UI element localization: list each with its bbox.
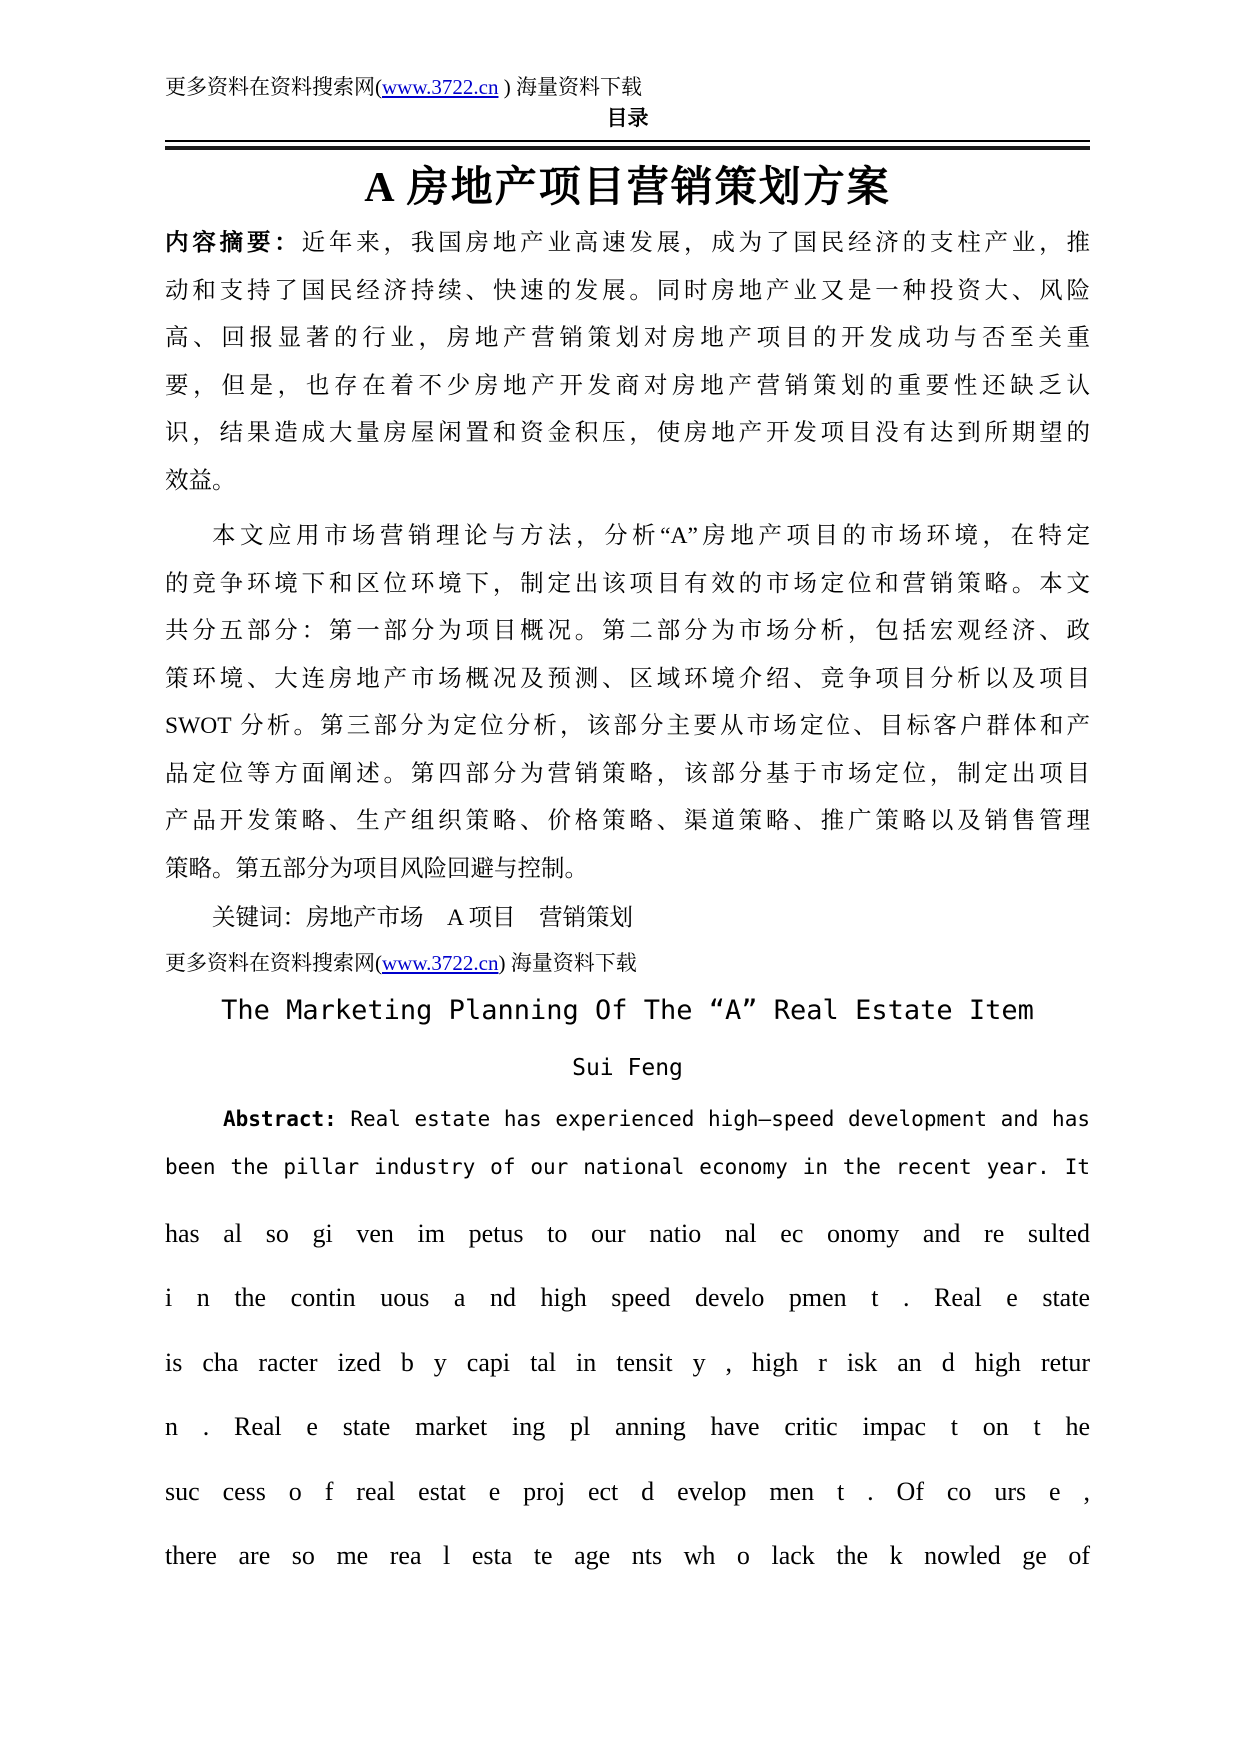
footer-note	[165, 945, 1090, 981]
footer-note-suffix: ) 海量资料下载	[498, 950, 637, 975]
english-title: The Marketing Planning Of The “A” Real Estate Item	[221, 994, 1034, 1026]
paragraph-line: 策略。第五部分为项目风险回避与控制。	[165, 855, 588, 882]
paragraph-text: Real estate has experienced high—speed development and has	[336, 1106, 1090, 1131]
paragraph-line	[165, 1095, 1090, 1143]
paragraph-line: has al so gi ven im petus to our natio nal ec onomy and re sulted	[165, 1218, 1090, 1248]
paragraph-line: suc cess o f real estat e proj ect d evelop men t . Of co urs e ,	[165, 1476, 1090, 1506]
document-title: A 房地产项目营销策划方案	[364, 165, 891, 211]
paragraph-line: 高、回报显著的行业，房地产营销策划对房地产项目的开发成功与否至关重	[165, 325, 1090, 351]
paragraph-line	[165, 220, 1090, 268]
english-abstract-paragraph	[165, 1095, 1090, 1191]
header-link-3722[interactable]: www.3722.cn	[382, 75, 499, 99]
footer-note-prefix: 更多资料在资料搜索网(	[165, 950, 382, 975]
header-note-prefix: 更多资料在资料搜索网(	[165, 75, 382, 99]
paragraph-line: 本文应用市场营销理论与方法，分析“A”房地产项目的市场环境，在特定	[212, 523, 1090, 549]
paragraph-line: n . Real e state market ing pl anning have critic impac t on t he	[165, 1412, 1090, 1441]
paragraph-line: 共分五部分：第一部分为项目概况。第二部分为市场分析，包括宏观经济、政	[165, 618, 1090, 644]
chinese-abstract-paragraph	[165, 220, 1090, 505]
paragraph-line: there are so me rea l esta te age nts wh o lack the k nowled ge of	[165, 1541, 1090, 1570]
abstract-label: 内容摘要：	[165, 230, 302, 256]
paragraph-line: 要，但是，也存在着不少房地产开发商对房地产营销策划的重要性还缺乏认	[165, 372, 1090, 399]
paragraph-text: 近年来，我国房地产业高速发展，成为了国民经济的支柱产业，推	[301, 230, 1091, 256]
paragraph-line: SWOT 分析。第三部分为定位分析，该部分主要从市场定位、目标客户群体和产	[165, 713, 1090, 739]
paragraph-line: 品定位等方面阐述。第四部分为营销策略，该部分基于市场定位，制定出项目	[165, 760, 1090, 787]
paragraph-line: 策环境、大连房地产市场概况及预测、区域环境介绍、竞争项目分析以及项目	[165, 665, 1090, 692]
paragraph-line: i n the contin uous a nd high speed develo pmen t . Real e state	[165, 1283, 1090, 1312]
english-body-paragraph	[165, 1202, 1090, 1589]
paragraph-line: 动和支持了国民经济持续、快速的发展。同时房地产业又是一种投资大、风险	[165, 277, 1090, 304]
paragraph-line: been the pillar industry of our national economy in the recent year. It	[165, 1154, 1090, 1179]
footer-link-3722[interactable]: www.3722.cn	[382, 950, 499, 975]
paragraph-line: 识，结果造成大量房屋闲置和资金积压，使房地产开发项目没有达到所期望的	[165, 420, 1090, 446]
header-rule-thin	[165, 140, 1090, 142]
english-author: Sui Feng	[572, 1054, 683, 1081]
paragraph-line: is cha racter ized b y capi tal in tensit y , high r isk an d high retur	[165, 1347, 1090, 1377]
paragraph-line: 效益。	[165, 467, 236, 494]
chinese-body-paragraph	[165, 513, 1090, 893]
paragraph-line: 产品开发策略、生产组织策略、价格策略、渠道策略、推广策略以及销售管理	[165, 808, 1090, 834]
english-abstract-label: Abstract:	[223, 1106, 337, 1131]
header-note	[165, 72, 1090, 102]
paragraph-line: 的竞争环境下和区位环境下，制定出该项目有效的市场定位和营销策略。本文	[165, 570, 1090, 597]
header-rule-thick	[165, 146, 1090, 150]
header-note-suffix: ) 海量资料下载	[498, 75, 642, 99]
keywords-line: 关键词：房地产市场 A 项目 营销策划	[212, 905, 634, 931]
toc-heading: 目录	[606, 106, 649, 130]
